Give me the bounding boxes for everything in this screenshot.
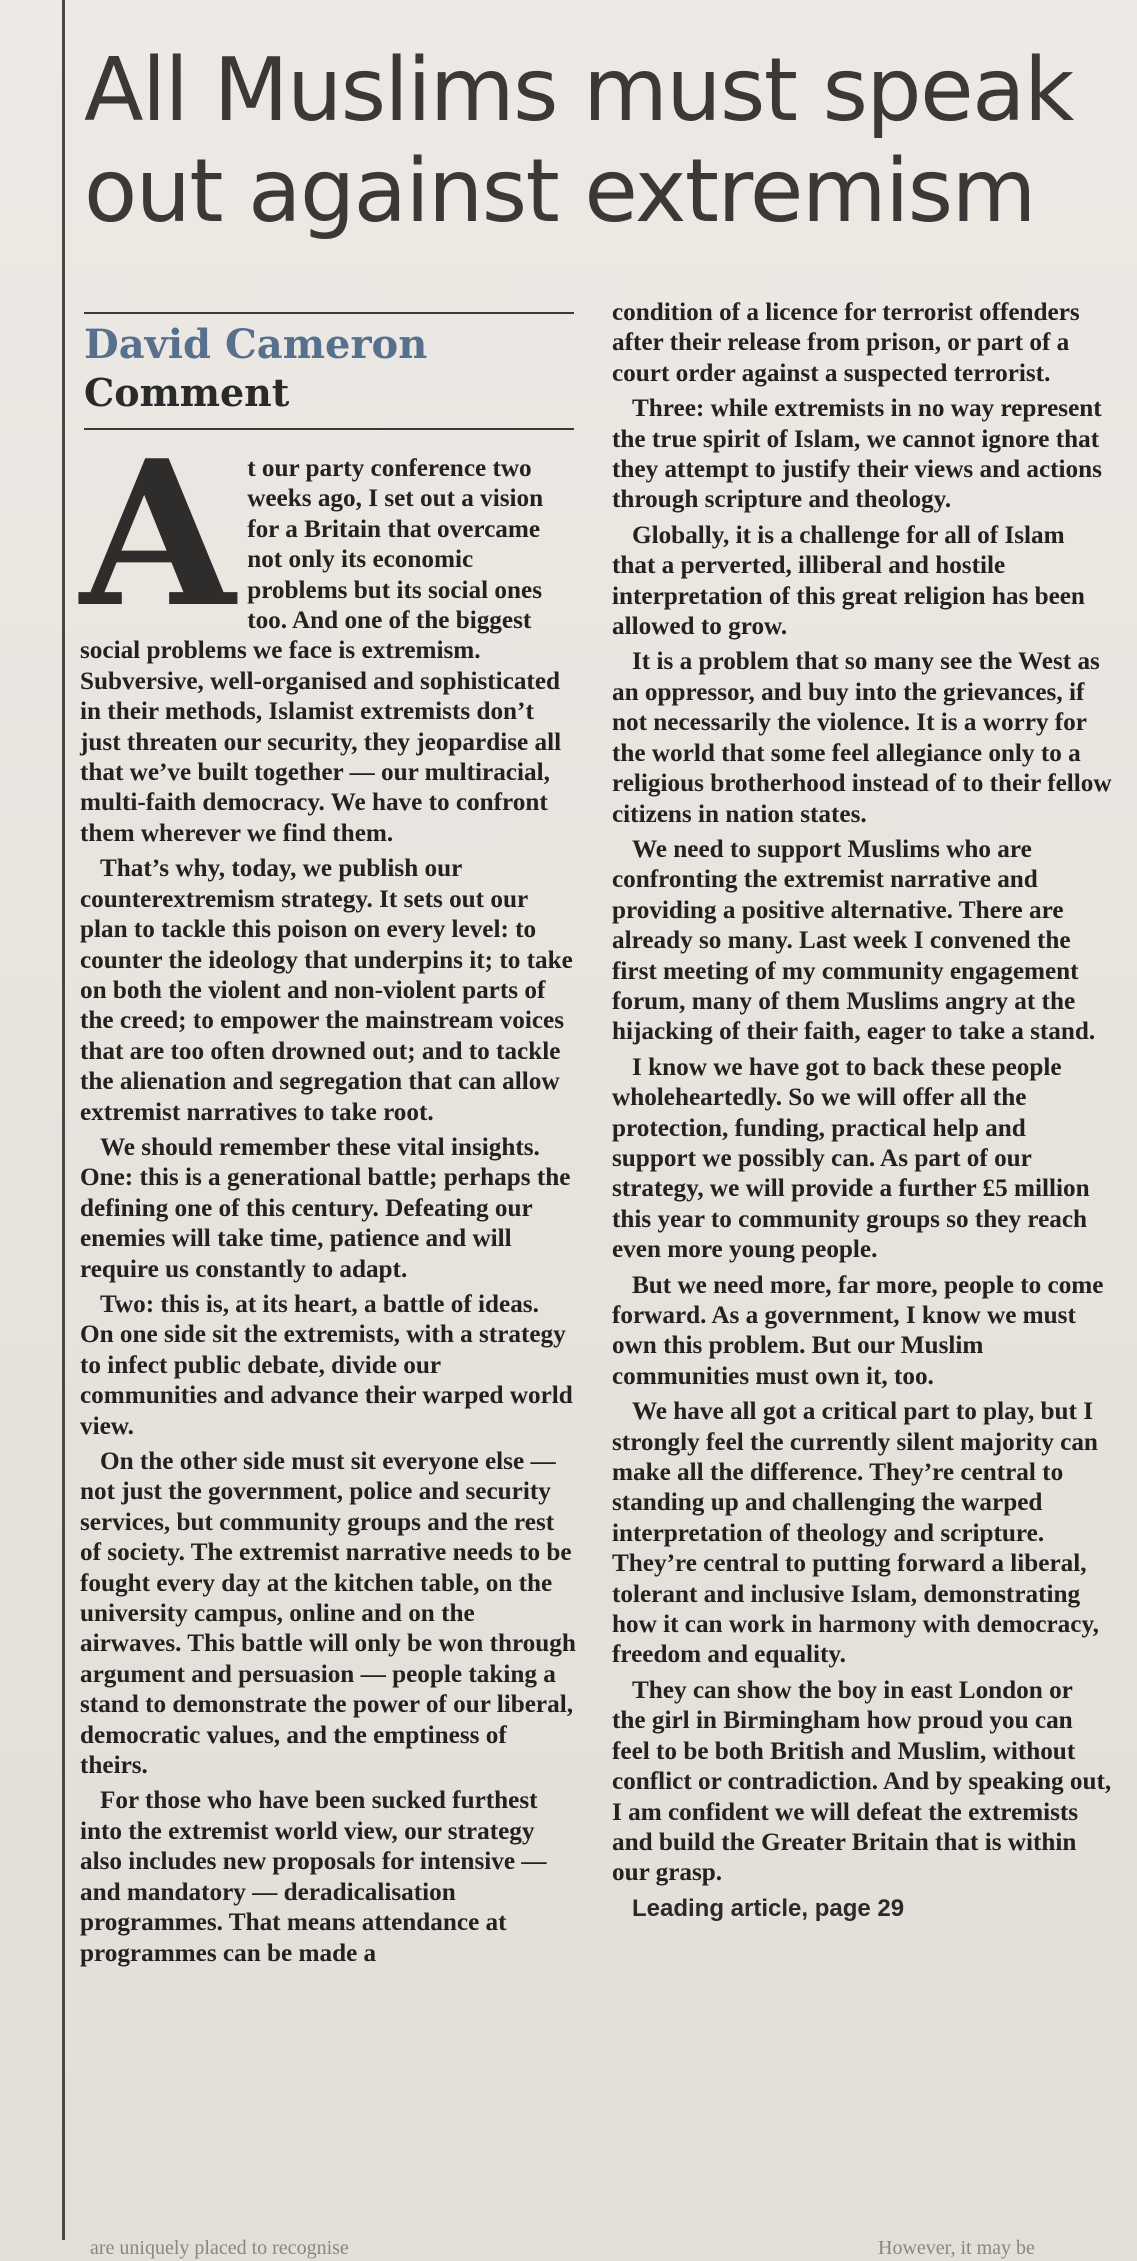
paragraph-continuation: condition of a licence for terrorist offenders after their release from prison, or part of a court order against a suspected terrorist. xyxy=(612,299,1080,387)
paragraph: Globally, it is a challenge for all of Islam that a perverted, illiberal and hostile interpretation of this great religion has been allowed to grow. xyxy=(612,521,1085,641)
paragraph: On the other side must sit everyone else — not just the government, police and security services, but community groups and the rest of society. The extremist narrative needs to be fought every day at the kitchen table, on the university campus, online and on the airwaves. This battle will only be won through argument and persuasion — people taking a stand to demonstrate the power of our liberal, democratic values, and the emptiness of theirs. xyxy=(80,1448,576,1780)
author-name: David Cameron xyxy=(84,321,428,368)
lead-paragraph xyxy=(80,417,576,849)
article-column-2 xyxy=(612,298,1112,1924)
paragraph: Three: while extremists in no way represent the true spirit of Islam, we cannot ignore that they attempt to justify their views and actions through scripture and theology. xyxy=(612,395,1102,514)
leading-article-reference: Leading article, page 29 xyxy=(632,1894,905,1922)
paragraph: It is a problem that so many see the West as an oppressor, and buy into the grievances, if not necessarily the violence. It is a worry for the world that some feel allegiance only to a religious brotherhood instead of to their fellow citizens in nation states. xyxy=(612,648,1112,828)
paragraph: For those who have been sucked furthest into the extremist world view, our strategy also includes new proposals for intensive — and mandatory — deradicalisation programmes. That means attendance at programmes can be made a xyxy=(80,1787,547,1967)
paragraph: They can show the boy in east London or the girl in Birmingham how proud you can feel to be both British and Muslim, without conflict or contradiction. And by speaking out, I am confident we will defeat the extremists and build the Greater Britain that is within our grasp. xyxy=(612,1676,1112,1887)
paragraph: I know we have got to back these people wholeheartedly. So we will offer all the protection, funding, practical help and support we possibly can. As part of our strategy, we will provide a further £5 million this year to community groups so they reach even more young people. xyxy=(612,1053,1090,1264)
column-rule xyxy=(62,0,65,2240)
paragraph: We should remember these vital insights. One: this is a generational battle; perhaps the defining one of this century. Defeating our enemies will take time, patience and will require us constantly to adapt. xyxy=(80,1133,571,1283)
paragraph: Two: this is, at its heart, a battle of ideas. On one side sit the extremists, with a strategy to infect public debate, divide our communities and advance their warped world view. xyxy=(80,1290,573,1440)
drop-cap: A xyxy=(80,417,236,652)
byline xyxy=(84,312,574,430)
paragraph: That’s why, today, we publish our counterextremism strategy. It sets out our plan to tackle this poison on every level: to counter the ideology that underpins it; to take on both the violent and non-violent parts of the creed; to empower the mainstream voices that are too often drowned out; and to tackle the alienation and segregation that can allow extremist narratives to take root. xyxy=(80,855,573,1126)
paragraph: We have all got a critical part to play, but I strongly feel the currently silent majority can make all the difference. They’re central to standing up and challenging the warped interpretation of theology and scripture. They’re central to putting forward a liberal, tolerant and inclusive Islam, demonstrating how it can work in harmony with democracy, freedom and equality. xyxy=(612,1398,1099,1669)
article-column-1 xyxy=(80,417,576,1974)
paragraph: But we need more, far more, people to come forward. As a government, I know we must own this problem. But our Muslim communities must own it, too. xyxy=(612,1271,1104,1390)
bleed-text-right: However, it may be xyxy=(878,2237,1035,2259)
bleed-text-left: are uniquely placed to recognise xyxy=(90,2237,349,2259)
headline: All Muslims must speak out against extremism xyxy=(84,39,1073,242)
lead-paragraph-text: t our party conference two weeks ago, I set out a vision for a Britain that overcame not only its economic problems but its social ones too. And one of the biggest social problems we face is extremism. Subversive, well-organised and sophisticated in their methods, Islamist extremists don’t just threaten our security, they jeopardise all that we’ve built together — our multiracial, multi-faith democracy. We have to confront them wherever we find them. xyxy=(80,455,562,847)
next-page-bleed-through xyxy=(0,2236,1137,2261)
paragraph: We need to support Muslims who are confronting the extremist narrative and providing a positive alternative. There are already so many. Last week I convened the first meeting of my community engagement forum, many of them Muslims angry at the hijacking of their faith, eager to take a stand. xyxy=(612,835,1096,1046)
section-label: Comment xyxy=(84,370,290,415)
